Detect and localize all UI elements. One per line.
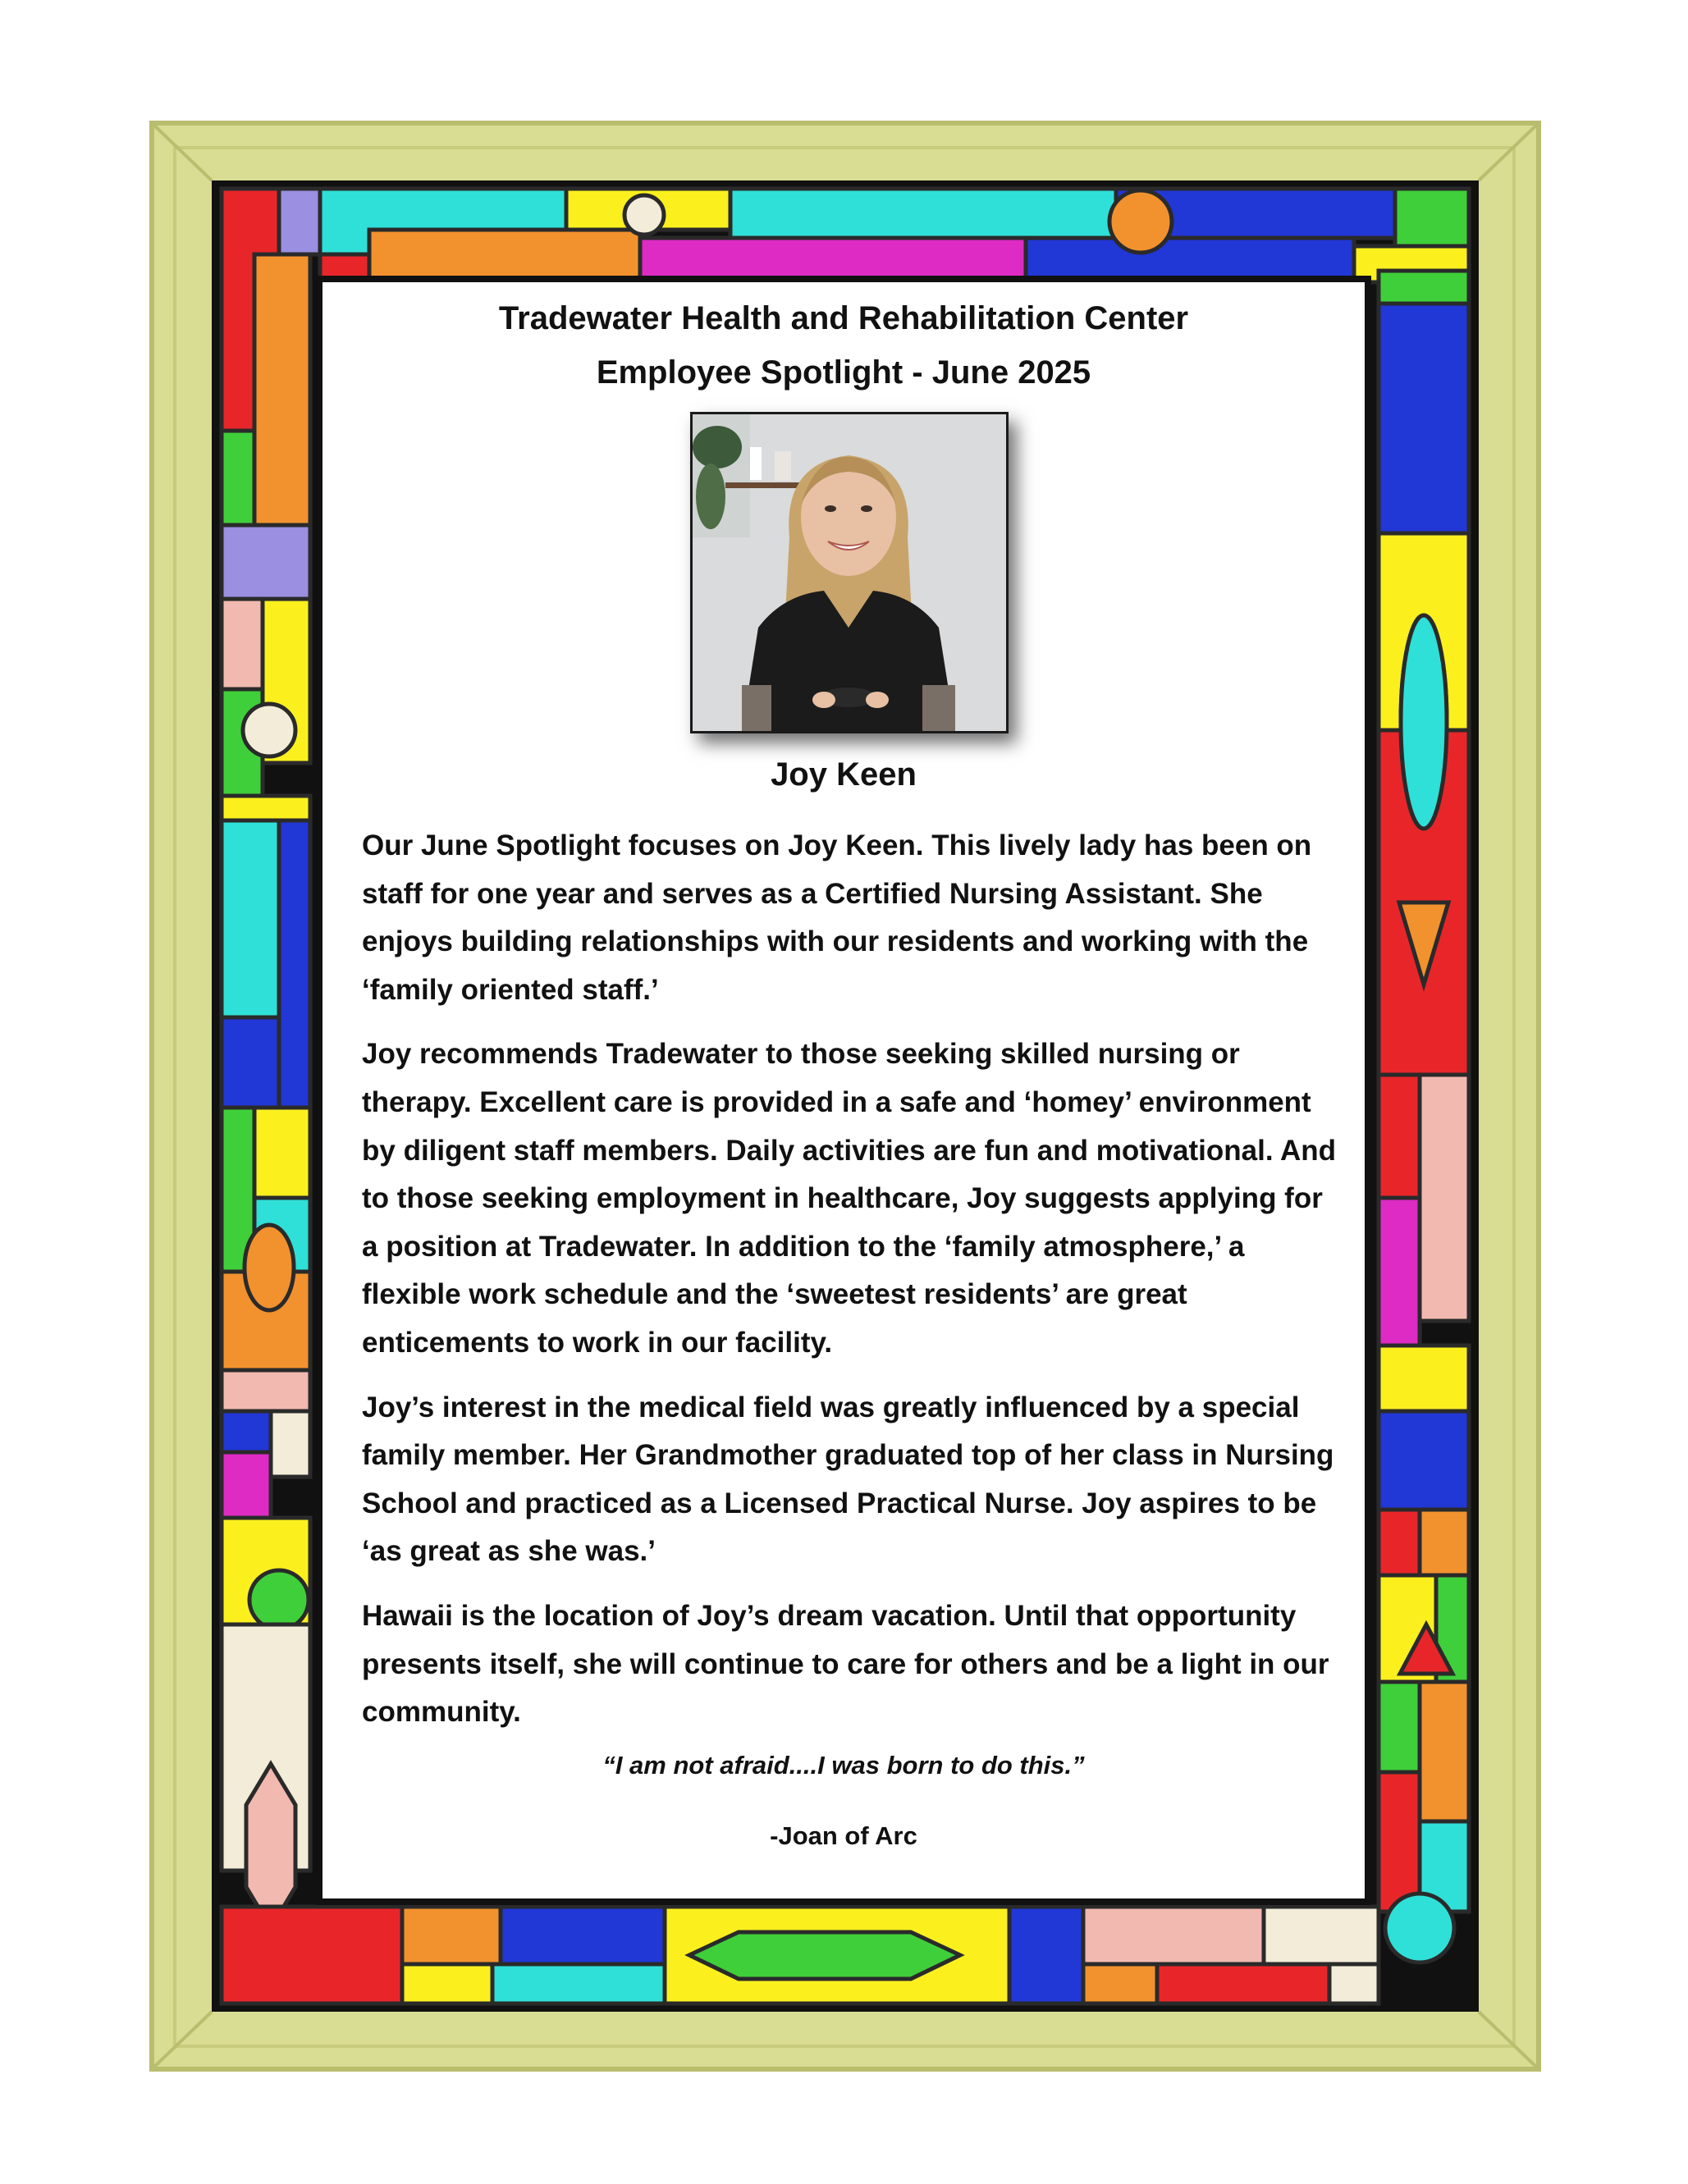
spotlight-panel bbox=[323, 282, 1365, 1898]
spotlight-title: Employee Spotlight - June 2025 bbox=[596, 354, 1091, 391]
spotlight-story bbox=[362, 822, 1338, 1753]
employee-name: Joy Keen bbox=[771, 756, 917, 793]
quote-attribution: -Joan of Arc bbox=[770, 1821, 917, 1850]
employee-photo bbox=[690, 412, 1009, 733]
story-paragraph: Hawaii is the location of Joy’s dream vacation. Until that opportunity presents itself, she will continue to care for others and be a light in our community. bbox=[362, 1599, 1329, 1729]
facility-title: Tradewater Health and Rehabilitation Center bbox=[498, 300, 1189, 336]
story-paragraph: Our June Spotlight focuses on Joy Keen. This lively lady has been on staff for one year and serves as a Certified Nursing Assistant. She enjoys building relationships with our residents and working with the ‘family oriented staff.’ bbox=[362, 829, 1312, 1006]
story-paragraph: Joy recommends Tradewater to those seeking skilled nursing or therapy. Excellent care is provided in a safe and ‘homey’ environment by diligent staff members. Daily activities are fun and motivational. And to those seeking employment in healthcare, Joy suggests applying for a position at Tradewater. In addition to the ‘family atmosphere,’ a flexible work schedule and the ‘sweetest residents’ are great enticements to work in our facility. bbox=[362, 1038, 1337, 1359]
employee-portrait-image bbox=[693, 414, 1006, 731]
story-paragraph: Joy’s interest in the medical field was greatly influenced by a special family member. Her Grandmother graduated top of her class in Nursing School and practiced as a Licensed Practical Nurse. Joy aspires to be ‘as great as she was.’ bbox=[362, 1391, 1334, 1568]
quote-text: “I am not afraid....I was born to do this.” bbox=[602, 1751, 1085, 1780]
